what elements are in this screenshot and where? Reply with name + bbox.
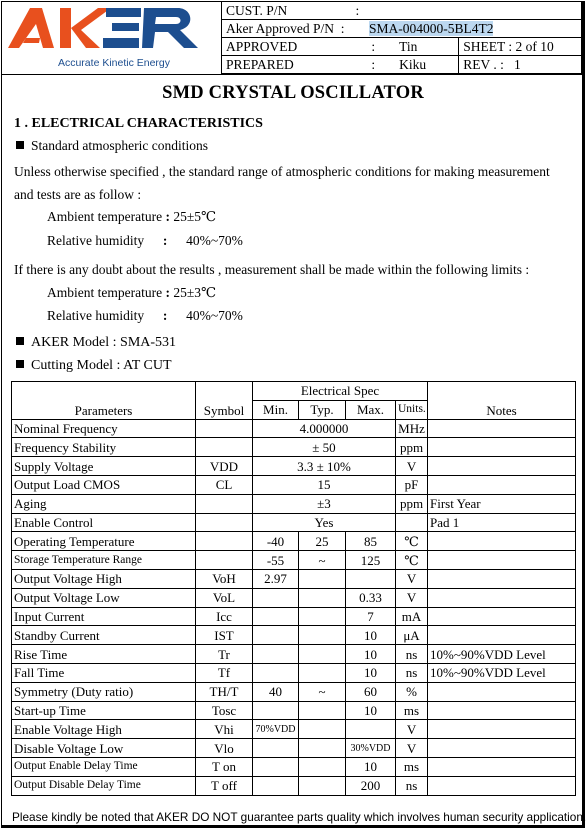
prepared-label: PREPARED: [222, 56, 352, 74]
cell-symbol: IST: [196, 626, 253, 645]
cell-max: [346, 720, 396, 739]
cell-typ: [299, 626, 346, 645]
ambient-temp-1: Ambient temperature : 25±5℃: [47, 209, 217, 224]
cell-min: [253, 739, 299, 758]
header-units: Units.: [396, 400, 428, 419]
table-row: [12, 720, 576, 739]
table-row: [12, 757, 576, 776]
cust-pn-label: CUST. P/N: [222, 2, 352, 20]
cell-units: ms: [396, 757, 428, 776]
cell-units: V: [396, 588, 428, 607]
cell-parameter: Standby Current: [12, 626, 196, 645]
electrical-spec-table: [11, 381, 576, 796]
cell-symbol: [196, 494, 253, 513]
cell-notes: Pad 1: [428, 513, 576, 532]
footer-disclaimer: Please kindly be noted that AKER DO NOT guarantee parts quality which involves human security application.: [12, 810, 586, 824]
cell-spec-value: ± 50: [253, 438, 396, 457]
cell-symbol: [196, 419, 253, 438]
header-notes: Notes: [428, 382, 576, 420]
cell-max: 0.33: [346, 588, 396, 607]
cell-parameter: Output Enable Delay Time: [12, 757, 196, 776]
cell-min: [253, 626, 299, 645]
cell-units: ms: [396, 701, 428, 720]
cell-min: [253, 663, 299, 682]
cell-min: 40: [253, 682, 299, 701]
table-row: [12, 569, 576, 588]
header-divider: [1, 74, 582, 75]
cell-notes: [428, 532, 576, 551]
prepared-value: Kiku: [395, 56, 459, 74]
cell-notes: [428, 626, 576, 645]
cell-max: 10: [346, 645, 396, 664]
cell-max: 200: [346, 776, 396, 795]
cell-notes: 10%~90%VDD Level: [428, 663, 576, 682]
table-row: [12, 739, 576, 758]
cell-units: mA: [396, 607, 428, 626]
sheet-cell: SHEET : 2 of 10: [459, 38, 582, 56]
cell-units: ℃: [396, 532, 428, 551]
cell-units: V: [396, 720, 428, 739]
cell-symbol: Vlo: [196, 739, 253, 758]
table-row: [12, 682, 576, 701]
cell-units: V: [396, 569, 428, 588]
cell-max: 125: [346, 551, 396, 570]
cell-min: [253, 701, 299, 720]
cell-max: 85: [346, 532, 396, 551]
para1-line2: and tests are as follow :: [14, 187, 142, 202]
aker-pn-label: Aker Approved P/N :: [222, 20, 352, 38]
cell-symbol: T off: [196, 776, 253, 795]
cell-notes: [428, 457, 576, 476]
cell-units: ns: [396, 645, 428, 664]
cell-units: pF: [396, 475, 428, 494]
cell-units: V: [396, 457, 428, 476]
cell-notes: 10%~90%VDD Level: [428, 645, 576, 664]
table-row: [12, 494, 576, 513]
cell-parameter: Enable Control: [12, 513, 196, 532]
cell-symbol: Tosc: [196, 701, 253, 720]
cell-notes: [428, 419, 576, 438]
cell-units: MHz: [396, 419, 428, 438]
cell-symbol: VoH: [196, 569, 253, 588]
header-electrical-spec: Electrical Spec: [253, 382, 428, 401]
header-min: Min.: [253, 400, 299, 419]
cell-symbol: TH/T: [196, 682, 253, 701]
cell-notes: [428, 720, 576, 739]
cell-min: [253, 607, 299, 626]
cell-min: 2.97: [253, 569, 299, 588]
cutting-model: Cutting Model : AT CUT: [16, 358, 172, 374]
cell-typ: [299, 720, 346, 739]
cell-symbol: VoL: [196, 588, 253, 607]
cell-spec-value: Yes: [253, 513, 396, 532]
cell-parameter: Input Current: [12, 607, 196, 626]
cell-notes: [428, 739, 576, 758]
cell-parameter: Fall Time: [12, 663, 196, 682]
cell-symbol: T on: [196, 757, 253, 776]
ambient-temp-2: Ambient temperature : 25±3℃: [47, 285, 217, 300]
cell-spec-value: ±3: [253, 494, 396, 513]
cell-units: ppm: [396, 494, 428, 513]
cell-typ: [299, 569, 346, 588]
cell-parameter: Rise Time: [12, 645, 196, 664]
para2: If there is any doubt about the results , measurement shall be made within the following limits :: [14, 262, 530, 277]
cell-notes: [428, 607, 576, 626]
cell-max: 10: [346, 701, 396, 720]
table-row: [12, 457, 576, 476]
cell-units: [396, 513, 428, 532]
cell-typ: [299, 607, 346, 626]
cell-notes: [428, 701, 576, 720]
cell-notes: [428, 757, 576, 776]
table-row: [12, 663, 576, 682]
cell-notes: [428, 588, 576, 607]
cell-symbol: [196, 551, 253, 570]
cell-parameter: Operating Temperature: [12, 532, 196, 551]
cell-typ: ~: [299, 682, 346, 701]
cell-min: [253, 776, 299, 795]
cell-units: ℃: [396, 551, 428, 570]
approved-sep: :: [351, 38, 395, 56]
approved-label: APPROVED: [222, 38, 352, 56]
cell-typ: [299, 701, 346, 720]
table-row: [12, 475, 576, 494]
cell-units: ns: [396, 663, 428, 682]
cell-parameter: Enable Voltage High: [12, 720, 196, 739]
humidity-1: Relative humidity : 40%~70%: [47, 233, 243, 248]
logo-tagline: Accurate Kinetic Energy: [57, 57, 171, 69]
header-table: [221, 1, 582, 74]
aker-logo: [2, 2, 221, 73]
cell-notes: [428, 776, 576, 795]
cell-notes: [428, 475, 576, 494]
cell-notes: [428, 438, 576, 457]
cell-units: V: [396, 739, 428, 758]
cell-min: [253, 757, 299, 776]
cell-parameter: Output Voltage Low: [12, 588, 196, 607]
header-symbol: Symbol: [196, 382, 253, 420]
cell-notes: [428, 569, 576, 588]
para1-line1: Unless otherwise specified , the standard range of atmospheric conditions for making measurement: [14, 164, 550, 179]
cell-symbol: VDD: [196, 457, 253, 476]
cell-notes: [428, 682, 576, 701]
cell-parameter: Supply Voltage: [12, 457, 196, 476]
cell-notes: First Year: [428, 494, 576, 513]
cell-min: [253, 588, 299, 607]
cell-typ: [299, 588, 346, 607]
cell-symbol: Tf: [196, 663, 253, 682]
section-heading: 1 . ELECTRICAL CHARACTERISTICS: [14, 116, 263, 131]
humidity-2: Relative humidity : 40%~70%: [47, 308, 243, 323]
standard-atm-heading: Standard atmospheric conditions: [16, 138, 208, 154]
table-row: [12, 513, 576, 532]
cell-spec-value: 4.000000: [253, 419, 396, 438]
cell-notes: [428, 551, 576, 570]
cell-spec-value: 15: [253, 475, 396, 494]
bullet-icon: [16, 141, 24, 149]
header-parameters: Parameters: [12, 382, 196, 420]
cell-units: %: [396, 682, 428, 701]
cell-typ: [299, 776, 346, 795]
cell-parameter: Aging: [12, 494, 196, 513]
cell-max: 10: [346, 626, 396, 645]
cell-parameter: Symmetry (Duty ratio): [12, 682, 196, 701]
cust-pn-sep: :: [351, 2, 581, 20]
cell-parameter: Output Load CMOS: [12, 475, 196, 494]
cell-symbol: [196, 532, 253, 551]
table-row: [12, 645, 576, 664]
cell-symbol: [196, 438, 253, 457]
cell-units: ns: [396, 776, 428, 795]
header-max: Max.: [346, 400, 396, 419]
cell-symbol: Icc: [196, 607, 253, 626]
table-row: [12, 607, 576, 626]
cell-units: ppm: [396, 438, 428, 457]
cell-parameter: Storage Temperature Range: [12, 551, 196, 570]
approved-value: Tin: [395, 38, 459, 56]
rev-cell: REV . : 1: [459, 56, 582, 74]
header-typ: Typ.: [299, 400, 346, 419]
prepared-sep: :: [351, 56, 395, 74]
cell-max: 10: [346, 757, 396, 776]
table-row: [12, 588, 576, 607]
cell-min: [253, 645, 299, 664]
bullet-icon: [16, 360, 24, 368]
cell-max: 30%VDD: [346, 739, 396, 758]
table-row: [12, 626, 576, 645]
cell-spec-value: 3.3 ± 10%: [253, 457, 396, 476]
cell-units: μA: [396, 626, 428, 645]
table-row: [12, 776, 576, 795]
cell-parameter: Disable Voltage Low: [12, 739, 196, 758]
cell-parameter: Output Disable Delay Time: [12, 776, 196, 795]
cell-max: 10: [346, 663, 396, 682]
cell-symbol: Vhi: [196, 720, 253, 739]
cell-parameter: Output Voltage High: [12, 569, 196, 588]
table-row: [12, 419, 576, 438]
table-row: [12, 438, 576, 457]
table-row: [12, 532, 576, 551]
cell-parameter: Nominal Frequency: [12, 419, 196, 438]
cell-symbol: [196, 513, 253, 532]
cell-max: 60: [346, 682, 396, 701]
cell-typ: 25: [299, 532, 346, 551]
cell-typ: [299, 757, 346, 776]
cell-symbol: Tr: [196, 645, 253, 664]
bullet-icon: [16, 337, 24, 345]
cell-min: -55: [253, 551, 299, 570]
table-row: [12, 551, 576, 570]
cell-typ: [299, 739, 346, 758]
cell-symbol: CL: [196, 475, 253, 494]
cell-min: 70%VDD: [253, 720, 299, 739]
cell-min: -40: [253, 532, 299, 551]
document-title: SMD CRYSTAL OSCILLATOR: [162, 83, 424, 103]
aker-pn-value: SMA-004000-5BL4T2: [351, 20, 581, 38]
cell-max: 7: [346, 607, 396, 626]
cell-typ: [299, 663, 346, 682]
aker-model: AKER Model : SMA-531: [16, 335, 176, 351]
cell-typ: [299, 645, 346, 664]
cell-parameter: Start-up Time: [12, 701, 196, 720]
cell-typ: ~: [299, 551, 346, 570]
table-row: [12, 701, 576, 720]
cell-max: [346, 569, 396, 588]
cell-parameter: Frequency Stability: [12, 438, 196, 457]
